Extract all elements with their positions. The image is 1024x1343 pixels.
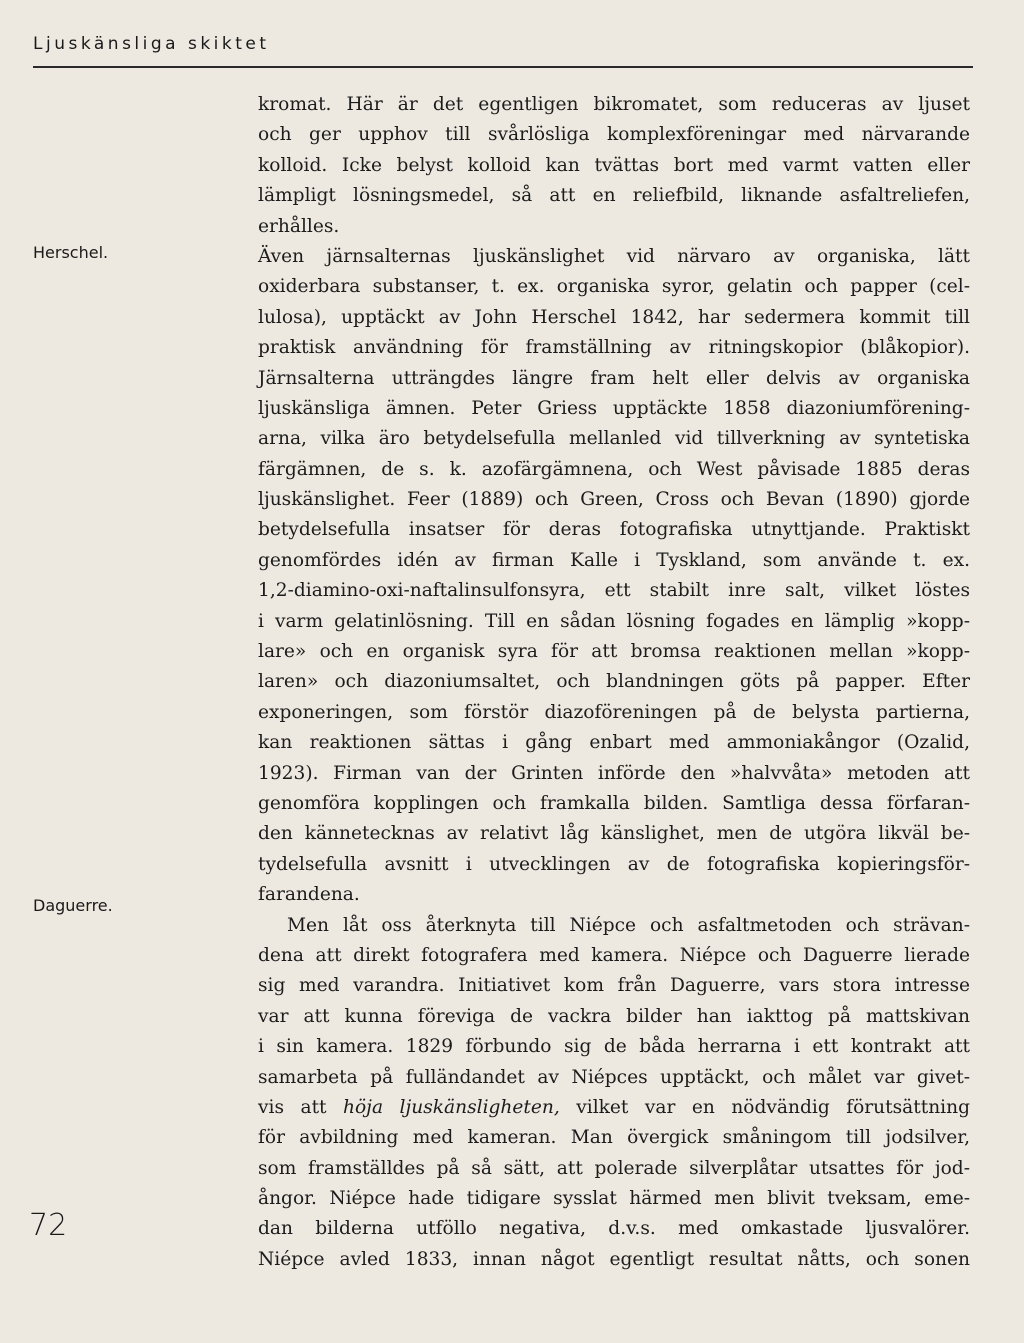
text-line: kromat. Här är det egentligen bikromatet, som reduceras av ljuset [258,94,970,115]
page-number: 72 [29,1208,68,1243]
text-line: betydelsefulla insatser för deras fotografiska utnyttjande. Praktiskt [258,519,970,541]
text-line: som framställdes på så sätt, att polerade silverplåtar utsattes för jod- [258,1157,970,1179]
margin-note-herschel: Herschel. [33,243,109,262]
text-line: i varm gelatinlösning. Till en sådan lösning fogades en lämplig »kopp- [258,610,970,632]
text-line: var att kunna föreviga de vackra bilder han iakttog på mattskivan [258,1005,970,1027]
text-line: exponeringen, som förstör diazoföreningen på de belysta partierna, [258,701,970,723]
text-line: samarbeta på fulländandet av Niépces upptäckt, och målet var givet- [258,1066,970,1088]
margin-note-daguerre: Daguerre. [33,896,113,915]
text-line: kan reaktionen sättas i gång enbart med ammoniakångor (Ozalid, [258,732,970,754]
body-text [258,90,970,1275]
text-line: genomföra kopplingen och framkalla bilden. Samtliga dessa förfaran- [258,792,970,814]
text-line: erhålles. [258,215,340,237]
text-line: genomfördes idén av firman Kalle i Tyskland, som använde t. ex. [258,549,970,571]
text-line: 1923). Firman van der Grinten införde den »halvvåta» metoden att [258,762,970,784]
text-line: dan bilderna utföllo negativa, d.v.s. med omkastade ljusvalörer. [258,1218,970,1240]
header-rule [33,66,973,68]
text-line: kolloid. Icke belyst kolloid kan tvättas bort med varmt vatten eller [258,154,970,176]
text-line: färgämnen, de s. k. azofärgämnena, och West påvisade 1885 deras [258,458,970,480]
emphasis-text: höja ljuskänsligheten, [343,1096,560,1118]
text-line: lämpligt lösningsmedel, så att en reliefbild, liknande asfaltreliefen, [258,185,970,207]
text-line: dena att direkt fotografera med kamera. Niépce och Daguerre lierade [258,944,970,966]
text-line: arna, vilka äro betydelsefulla mellanled vid tillverkning av syntetiska [258,428,970,450]
text-line-with-emphasis [258,1093,970,1123]
text-line: ljuskänsliga ämnen. Peter Griess upptäckte 1858 diazoniumförening- [258,397,970,419]
text-line: 1,2-diamino-oxi-naftalinsulfonsyra, ett stabilt inre salt, vilket löstes [258,580,970,602]
paragraph-2 [258,242,970,911]
text-line: tydelsefulla avsnitt i utvecklingen av de fotografiska kopieringsför- [258,853,970,875]
text-line: Järnsalterna utträngdes längre fram helt eller delvis av organiska [258,367,970,389]
text-line: Även järnsalternas ljuskänslighet vid närvaro av organiska, lätt [258,245,970,267]
text-run: vilket var en nödvändig förutsättning [559,1096,970,1118]
text-run: vis att [258,1096,344,1118]
text-line: i sin kamera. 1829 förbundo sig de båda herrarna i ett kontrakt att [258,1036,970,1058]
text-line: lare» och en organisk syra för att bromsa reaktionen mellan »kopp- [258,641,970,663]
text-line: ljuskänslighet. Feer (1889) och Green, Cross och Bevan (1890) gjorde [258,489,970,511]
text-line: oxiderbara substanser, t. ex. organiska syror, gelatin och papper (cel- [258,276,970,298]
text-line: för avbildning med kameran. Man övergick småningom till jodsilver, [258,1127,970,1149]
text-line: lulosa), upptäckt av John Herschel 1842, har sedermera kommit till [258,306,970,328]
text-line: och ger upphov till svårlösliga komplexföreningar med närvarande [258,124,970,146]
text-line: Men låt oss återknyta till Niépce och asfaltmetoden och strävan- [287,914,970,936]
running-head: Ljuskänsliga skiktet [33,34,270,54]
paragraph-3 [258,911,970,1276]
text-line: laren» och diazoniumsaltet, och blandningen göts på papper. Efter [258,671,970,693]
paragraph-1 [258,90,970,242]
text-line: Niépce avled 1833, innan något egentligt resultat nåtts, och sonen [258,1248,970,1270]
text-line: sig med varandra. Initiativet kom från Daguerre, vars stora intresse [258,975,970,997]
text-line: den kännetecknas av relativt låg känslighet, men de utgöra likväl be- [258,823,970,845]
text-line: praktisk användning för framställning av ritningskopior (blåkopior). [258,337,970,359]
text-line: ångor. Niépce hade tidigare sysslat härmed men blivit tveksam, eme- [258,1188,970,1210]
text-line: farandena. [258,884,360,906]
